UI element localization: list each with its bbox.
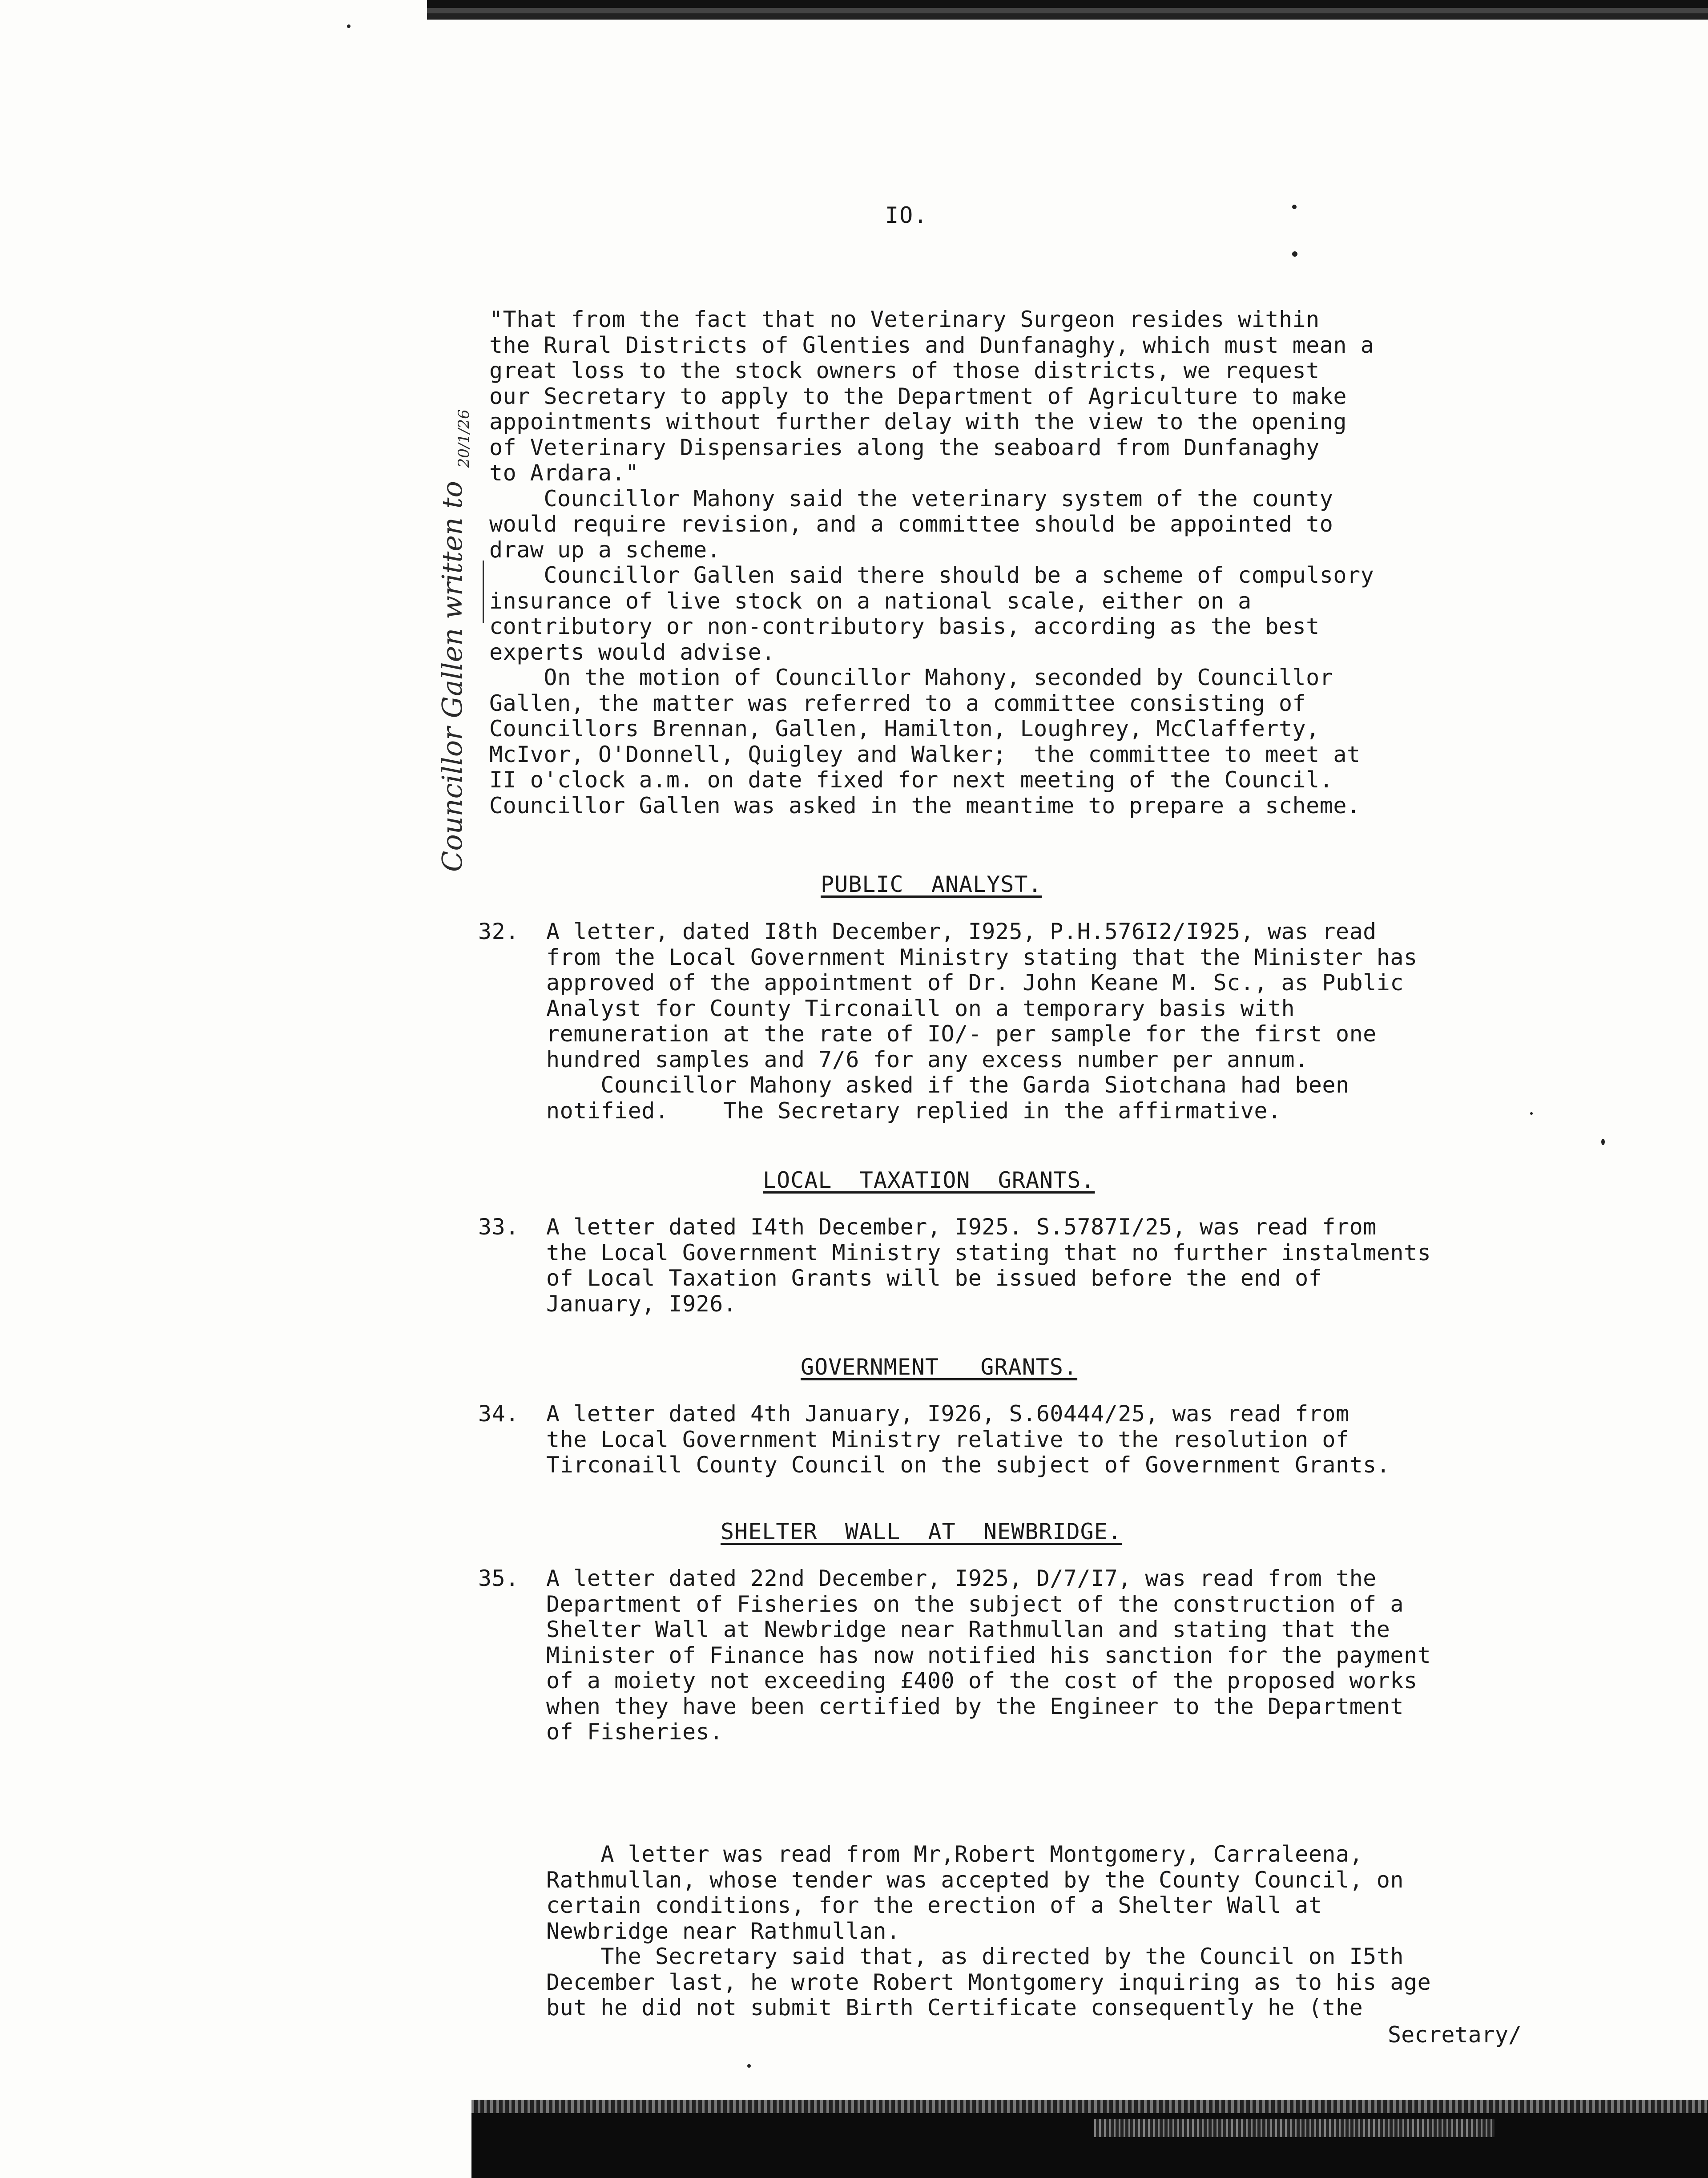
text-line: Tirconaill County Council on the subject of Government Grants. bbox=[478, 1452, 1390, 1478]
text-line: A letter was read from Mr,Robert Montgomery, Carraleena, bbox=[478, 1841, 1363, 1867]
text-line: great loss to the stock owners of those districts, we request bbox=[489, 358, 1320, 383]
margin-note-text: Councillor Gallen written to bbox=[436, 481, 468, 872]
text-line: insurance of live stock on a national scale, either on a bbox=[489, 588, 1252, 614]
heading-shelter-wall: SHELTER WALL AT NEWBRIDGE. bbox=[721, 1519, 1122, 1545]
text-line: of Veterinary Dispensaries along the seaboard from Dunfanaghy bbox=[489, 434, 1320, 460]
text-line: 34. A letter dated 4th January, I926, S.60444/25, was read from bbox=[478, 1401, 1349, 1427]
item-32-public-analyst bbox=[478, 919, 1418, 1124]
text-line: of Local Taxation Grants will be issued before the end of bbox=[478, 1265, 1322, 1291]
text-line: January, I926. bbox=[478, 1291, 737, 1317]
text-line: experts would advise. bbox=[489, 639, 775, 665]
text-line: from the Local Government Ministry stating that the Minister has bbox=[478, 944, 1418, 970]
scan-edge-top bbox=[427, 0, 1708, 27]
text-line: to Ardara." bbox=[489, 460, 639, 486]
scan-noise bbox=[1094, 2119, 1494, 2137]
heading-local-taxation-grants: LOCAL TAXATION GRANTS. bbox=[763, 1167, 1095, 1193]
text-line: 32. A letter, dated I8th December, I925, P.H.576I2/I925, was read bbox=[478, 919, 1377, 944]
page-number: IO. bbox=[885, 202, 928, 228]
text-line: the Rural Districts of Glenties and Dunfanaghy, which must mean a bbox=[489, 332, 1374, 358]
item-34-government-grants bbox=[478, 1401, 1390, 1478]
text-line: II o'clock a.m. on date fixed for next meeting of the Council. bbox=[489, 767, 1333, 793]
text-line: Shelter Wall at Newbridge near Rathmullan and stating that the bbox=[478, 1617, 1390, 1642]
text-line: hundred samples and 7/6 for any excess number per annum. bbox=[478, 1046, 1309, 1073]
text-line: appointments without further delay with the view to the opening bbox=[489, 409, 1347, 435]
text-line: Councillor Gallen said there should be a scheme of compulsory bbox=[489, 562, 1374, 588]
text-line: would require revision, and a committee should be appointed to bbox=[489, 511, 1333, 537]
text-line: the Local Government Ministry stating that no further instalments bbox=[478, 1239, 1431, 1266]
text-line: December last, he wrote Robert Montgomery inquiring as to his age bbox=[478, 1969, 1431, 1995]
text-line: The Secretary said that, as directed by the Council on I5th bbox=[478, 1944, 1404, 1969]
text-line: remuneration at the rate of IO/- per sample for the first one bbox=[478, 1021, 1377, 1047]
text-line: Rathmullan, whose tender was accepted by the County Council, on bbox=[478, 1867, 1404, 1893]
continuation-word: Secretary/ bbox=[1388, 2022, 1522, 2048]
text-line: when they have been certified by the Engineer to the Department bbox=[478, 1693, 1404, 1719]
heading-public-analyst: PUBLIC ANALYST. bbox=[821, 871, 1042, 897]
scan-edge-bottom bbox=[471, 2100, 1708, 2178]
text-line: Newbridge near Rathmullan. bbox=[478, 1918, 900, 1944]
speck bbox=[347, 24, 350, 28]
text-line: the Local Government Ministry relative to the resolution of bbox=[478, 1426, 1349, 1452]
text-line: certain conditions, for the erection of a Shelter Wall at bbox=[478, 1892, 1322, 1918]
text-line: our Secretary to apply to the Department of Agriculture to make bbox=[489, 383, 1347, 409]
text-line: contributory or non-contributory basis, according as the best bbox=[489, 613, 1320, 639]
text-line: Department of Fisheries on the subject of the construction of a bbox=[478, 1591, 1404, 1617]
speck bbox=[1292, 251, 1297, 257]
item-35-shelter-wall bbox=[478, 1566, 1431, 1745]
text-line: but he did not submit Birth Certificate consequently he (the bbox=[478, 1995, 1363, 2021]
heading-government-grants: GOVERNMENT GRANTS. bbox=[801, 1354, 1078, 1380]
montgomery-letter-paragraph bbox=[478, 1842, 1431, 2021]
text-line: notified. The Secretary replied in the affirmative. bbox=[478, 1097, 1281, 1124]
margin-note-date: 20/1/26 bbox=[455, 409, 473, 468]
text-line: of Fisheries. bbox=[478, 1719, 723, 1745]
speck bbox=[1292, 205, 1297, 209]
text-line: McIvor, O'Donnell, Quigley and Walker; the committee to meet at bbox=[489, 741, 1361, 767]
text-line: Councillor Mahony said the veterinary system of the county bbox=[489, 485, 1333, 512]
speck bbox=[1530, 1112, 1533, 1115]
text-line: On the motion of Councillor Mahony, seconded by Councillor bbox=[489, 665, 1333, 690]
handwritten-margin-note bbox=[436, 294, 473, 872]
text-line: 33. A letter dated I4th December, I925. S.5787I/25, was read from bbox=[478, 1214, 1377, 1240]
resolution-paragraph bbox=[489, 307, 1374, 819]
text-line: of a moiety not exceeding £400 of the cost of the proposed works bbox=[478, 1668, 1418, 1694]
text-line: "That from the fact that no Veterinary Surgeon resides within bbox=[489, 307, 1320, 332]
text-line: Gallen, the matter was referred to a committee consisting of bbox=[489, 690, 1306, 716]
text-line: Councillors Brennan, Gallen, Hamilton, Loughrey, McClafferty, bbox=[489, 716, 1320, 742]
text-line: approved of the appointment of Dr. John Keane M. Sc., as Public bbox=[478, 970, 1404, 996]
text-line: Councillor Mahony asked if the Garda Siotchana had been bbox=[478, 1072, 1349, 1098]
speck bbox=[1601, 1139, 1605, 1145]
text-line: Analyst for County Tirconaill on a temporary basis with bbox=[478, 995, 1295, 1021]
text-line: draw up a scheme. bbox=[489, 536, 721, 563]
text-line: Minister of Finance has now notified his sanction for the payment bbox=[478, 1642, 1431, 1668]
text-line: Councillor Gallen was asked in the meantime to prepare a scheme. bbox=[489, 792, 1361, 819]
speck bbox=[747, 2064, 751, 2068]
text-line: 35. A letter dated 22nd December, I925, D/7/I7, was read from the bbox=[478, 1565, 1377, 1591]
item-33-local-taxation bbox=[478, 1214, 1431, 1317]
